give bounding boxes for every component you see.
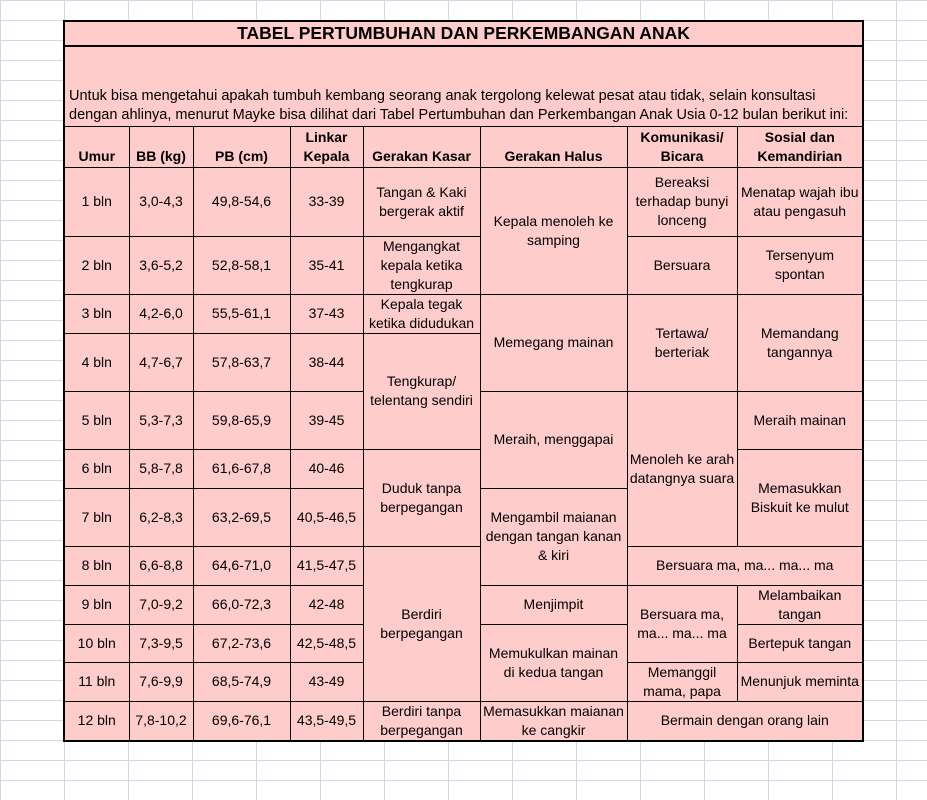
cell-kasar: Duduk tanpa berpegangan: [363, 449, 480, 546]
cell-kasar: Mengangkat kepala ketika tengkurap: [363, 236, 480, 294]
cell-pb: 68,5-74,9: [193, 662, 290, 701]
cell-kasar: Kepala tegak ketika didudukan: [363, 294, 480, 333]
cell-linkar: 42-48: [290, 585, 363, 624]
cell-pb: 57,8-63,7: [193, 333, 290, 391]
header-pb: PB (cm): [193, 126, 290, 167]
table-title: TABEL PERTUMBUHAN DAN PERKEMBANGAN ANAK: [64, 21, 863, 46]
cell-pb: 61,6-67,8: [193, 449, 290, 488]
cell-linkar: 42,5-48,5: [290, 624, 363, 662]
cell-bb: 6,2-8,3: [129, 488, 193, 546]
cell-linkar: 40-46: [290, 449, 363, 488]
cell-sosial: Menunjuk meminta: [737, 662, 863, 701]
cell-linkar: 33-39: [290, 167, 363, 236]
cell-bb: 7,6-9,9: [129, 662, 193, 701]
cell-linkar: 35-41: [290, 236, 363, 294]
cell-umur: 1 bln: [64, 167, 129, 236]
growth-table: [63, 20, 864, 742]
cell-umur: 12 bln: [64, 701, 129, 741]
cell-linkar: 43,5-49,5: [290, 701, 363, 741]
cell-halus: Meraih, menggapai: [480, 391, 627, 488]
cell-halus: Memegang mainan: [480, 294, 627, 391]
cell-umur: 3 bln: [64, 294, 129, 333]
header-halus: Gerakan Halus: [480, 126, 627, 167]
cell-linkar: 38-44: [290, 333, 363, 391]
cell-kasar: Tangan & Kaki bergerak aktif: [363, 167, 480, 236]
header-kasar: Gerakan Kasar: [363, 126, 480, 167]
cell-linkar: 37-43: [290, 294, 363, 333]
cell-pb: 69,6-76,1: [193, 701, 290, 741]
cell-pb: 63,2-69,5: [193, 488, 290, 546]
cell-pb: 55,5-61,1: [193, 294, 290, 333]
header-sosial: Sosial dan Kemandirian: [737, 126, 863, 167]
cell-linkar: 39-45: [290, 391, 363, 449]
cell-halus: Mengambil maianan dengan tangan kanan & kiri: [480, 488, 627, 585]
cell-komunikasi: Menoleh ke arah datangnya suara: [627, 391, 737, 546]
cell-komunikasi: Bersuara ma, ma... ma... ma: [627, 585, 737, 662]
cell-sosial: Menatap wajah ibu atau pengasuh: [737, 167, 863, 236]
cell-umur: 10 bln: [64, 624, 129, 662]
cell-bb: 7,0-9,2: [129, 585, 193, 624]
intro-text: Untuk bisa mengetahui apakah tumbuh kembang seorang anak tergolong kelewat pesat atau tidak, selain konsultasi dengan ahlinya, menurut Mayke bisa dilihat dari Tabel Pertumbuhan dan Perkembangan Anak Usia 0-12 bulan berikut ini:: [64, 46, 863, 126]
cell-sosial: Bertepuk tangan: [737, 624, 863, 662]
cell-komunikasi: Bersuara: [627, 236, 737, 294]
cell-halus: Kepala menoleh ke samping: [480, 167, 627, 294]
cell-bb: 7,8-10,2: [129, 701, 193, 741]
header-bb: BB (kg): [129, 126, 193, 167]
cell-bb: 4,7-6,7: [129, 333, 193, 391]
cell-pb: 52,8-58,1: [193, 236, 290, 294]
cell-sosial: Tersenyum spontan: [737, 236, 863, 294]
cell-bb: 5,8-7,8: [129, 449, 193, 488]
cell-kasar: Berdiri berpegangan: [363, 546, 480, 701]
cell-sosial: Melambaikan tangan: [737, 585, 863, 624]
header-linkar: Linkar Kepala: [290, 126, 363, 167]
cell-komunikasi: Tertawa/ berteriak: [627, 294, 737, 391]
cell-halus: Memukulkan mainan di kedua tangan: [480, 624, 627, 701]
cell-komunikasi: Bereaksi terhadap bunyi lonceng: [627, 167, 737, 236]
cell-umur: 5 bln: [64, 391, 129, 449]
cell-sosial: Memasukkan Biskuit ke mulut: [737, 449, 863, 546]
cell-kasar: Tengkurap/ telentang sendiri: [363, 333, 480, 449]
cell-umur: 2 bln: [64, 236, 129, 294]
cell-bb: 4,2-6,0: [129, 294, 193, 333]
header-umur: Umur: [64, 126, 129, 167]
cell-bb: 3,0-4,3: [129, 167, 193, 236]
cell-umur: 7 bln: [64, 488, 129, 546]
cell-bb: 3,6-5,2: [129, 236, 193, 294]
cell-bb: 6,6-8,8: [129, 546, 193, 585]
cell-pb: 59,8-65,9: [193, 391, 290, 449]
cell-komunikasi-sosial: Bermain dengan orang lain: [627, 701, 863, 741]
cell-bb: 7,3-9,5: [129, 624, 193, 662]
cell-pb: 66,0-72,3: [193, 585, 290, 624]
cell-umur: 9 bln: [64, 585, 129, 624]
cell-komunikasi: Memanggil mama, papa: [627, 662, 737, 701]
cell-sosial: Memandang tangannya: [737, 294, 863, 391]
cell-komunikasi-sosial: Bersuara ma, ma... ma... ma: [627, 546, 863, 585]
cell-linkar: 40,5-46,5: [290, 488, 363, 546]
cell-pb: 67,2-73,6: [193, 624, 290, 662]
cell-umur: 6 bln: [64, 449, 129, 488]
cell-umur: 11 bln: [64, 662, 129, 701]
cell-sosial: Meraih mainan: [737, 391, 863, 449]
cell-kasar: Berdiri tanpa berpegangan: [363, 701, 480, 741]
cell-pb: 64,6-71,0: [193, 546, 290, 585]
cell-linkar: 43-49: [290, 662, 363, 701]
cell-umur: 8 bln: [64, 546, 129, 585]
cell-halus: Memasukkan maianan ke cangkir: [480, 701, 627, 741]
header-komunikasi: Komunikasi/ Bicara: [627, 126, 737, 167]
cell-umur: 4 bln: [64, 333, 129, 391]
cell-halus: Menjimpit: [480, 585, 627, 624]
cell-pb: 49,8-54,6: [193, 167, 290, 236]
cell-bb: 5,3-7,3: [129, 391, 193, 449]
cell-linkar: 41,5-47,5: [290, 546, 363, 585]
